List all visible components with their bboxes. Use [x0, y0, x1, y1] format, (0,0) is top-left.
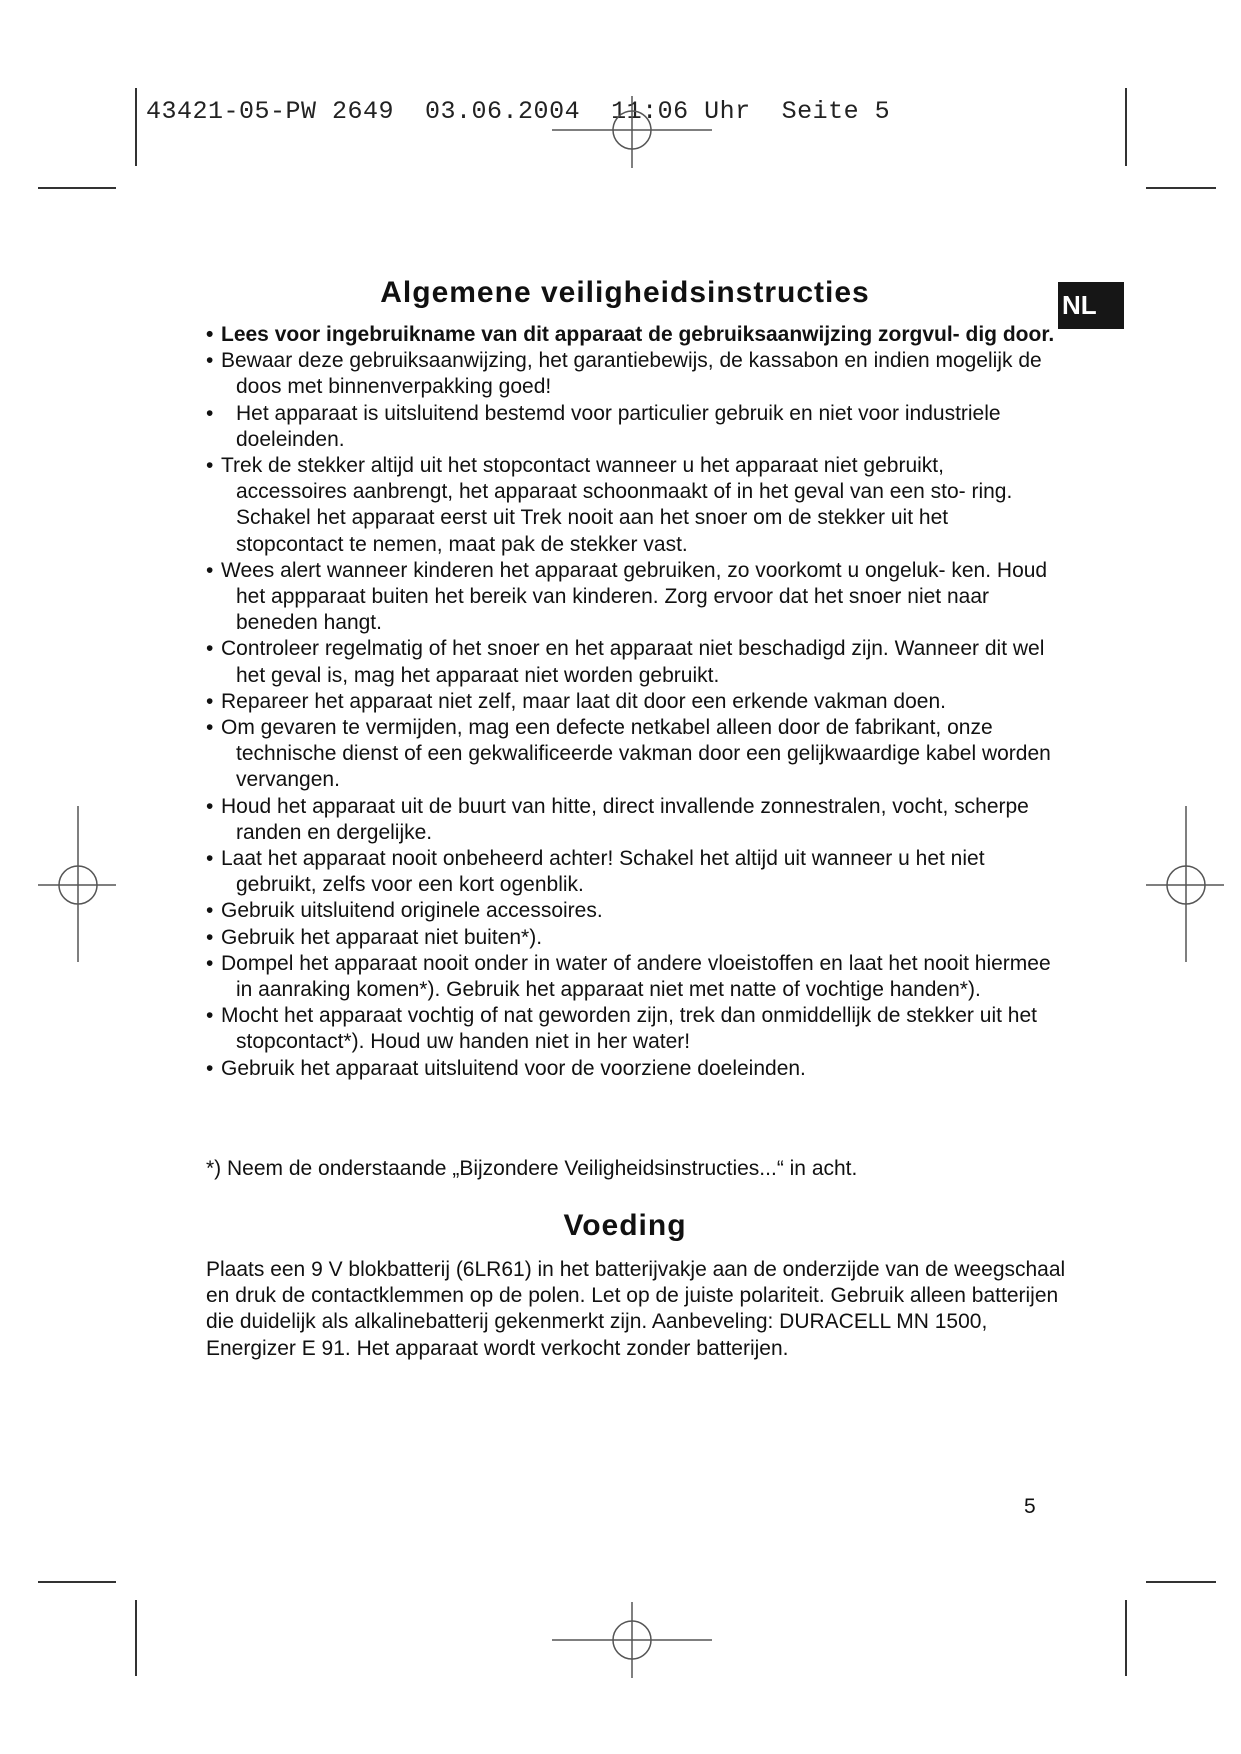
- footnote: *) Neem de onderstaande „Bijzondere Veiligheidsinstructies...“ in acht.: [206, 1157, 858, 1180]
- list-item: • Trek de stekker altijd uit het stopcontact wanneer u het apparaat niet gebruikt, accessoires aanbrengt, het apparaat schoonmaakt of in het geval van een sto- ring. Schakel het apparaat eerst uit Trek nooit aan het snoer om de stekker uit het stopcontact te nemen, maat pak de stekker vast.: [206, 454, 1013, 556]
- power-paragraph: Plaats een 9 V blokbatterij (6LR61) in het batterijvakje aan de onderzijde van de weegschaal en druk de contactklemmen op de polen. Let op de juiste polariteit. Gebruik alleen batterijen die duidelijk als alkalinebatterij gekenmerkt zijn. Aanbeveling: DURACELL MN 1500, Energizer E 91. Het apparaat wordt verkocht zonder batterijen.: [206, 1258, 1066, 1360]
- list-item: • Lees voor ingebruikname van dit apparaat de gebruiksaanwijzing zorgvul- dig door.: [206, 323, 1055, 346]
- section-title-power: Voeding: [563, 1209, 687, 1242]
- print-header: 43421-05-PW 2649 03.06.2004 11:06 Uhr Seite 5: [146, 97, 891, 126]
- list-item: • Gebruik het apparaat niet buiten*).: [206, 925, 543, 949]
- list-item: • Dompel het apparaat nooit onder in water of andere vloeistoffen en laat het nooit hiermee in aanraking komen*). Gebruik het apparaat niet met natte of vochtige handen*).: [206, 951, 1051, 1002]
- list-item: • Gebruik uitsluitend originele accessoires.: [206, 899, 603, 923]
- list-item: • Om gevaren te vermijden, mag een defecte netkabel alleen door de fabrikant, onze technische dienst of een gekwalificeerde vakman door een gelijkwaardige kabel worden vervangen.: [206, 716, 1051, 792]
- list-item: • Het apparaat is uitsluitend bestemd voor particulier gebruik en niet voor industriele doeleinden.: [206, 401, 1001, 451]
- list-item: • Wees alert wanneer kinderen het apparaat gebruiken, zo voorkomt u ongeluk- ken. Houd het appparaat buiten het bereik van kinderen. Zorg ervoor dat het snoer niet naar beneden hangt.: [206, 558, 1048, 635]
- list-item: • Gebruik het apparaat uitsluitend voor de voorziene doeleinden.: [206, 1056, 806, 1080]
- list-item: • Bewaar deze gebruiksaanwijzing, het garantiebewijs, de kassabon en indien mogelijk de doos met binnenverpakking goed!: [206, 349, 1042, 399]
- list-item: • Repareer het apparaat niet zelf, maar laat dit door een erkende vakman doen.: [206, 689, 946, 713]
- list-item: • Controleer regelmatig of het snoer en het apparaat niet beschadigd zijn. Wanneer dit wel het geval is, mag het apparaat niet worden gebruikt.: [206, 637, 1045, 687]
- section-title-safety: Algemene veiligheidsinstructies: [380, 276, 870, 309]
- language-tab: NL: [1058, 282, 1124, 329]
- list-item: • Houd het apparaat uit de buurt van hitte, direct invallende zonnestralen, vocht, scherpe randen en dergelijke.: [206, 794, 1029, 844]
- page-number: 5: [1024, 1495, 1036, 1518]
- list-item: • Mocht het apparaat vochtig of nat geworden zijn, trek dan onmiddellijk de stekker uit het stopcontact*). Houd uw handen niet in her water!: [206, 1004, 1037, 1054]
- list-item: • Laat het apparaat nooit onbeheerd achter! Schakel het altijd uit wanneer u het niet gebruikt, zelfs voor een kort ogenblik.: [206, 847, 985, 897]
- safety-instructions-list: [206, 322, 1056, 1082]
